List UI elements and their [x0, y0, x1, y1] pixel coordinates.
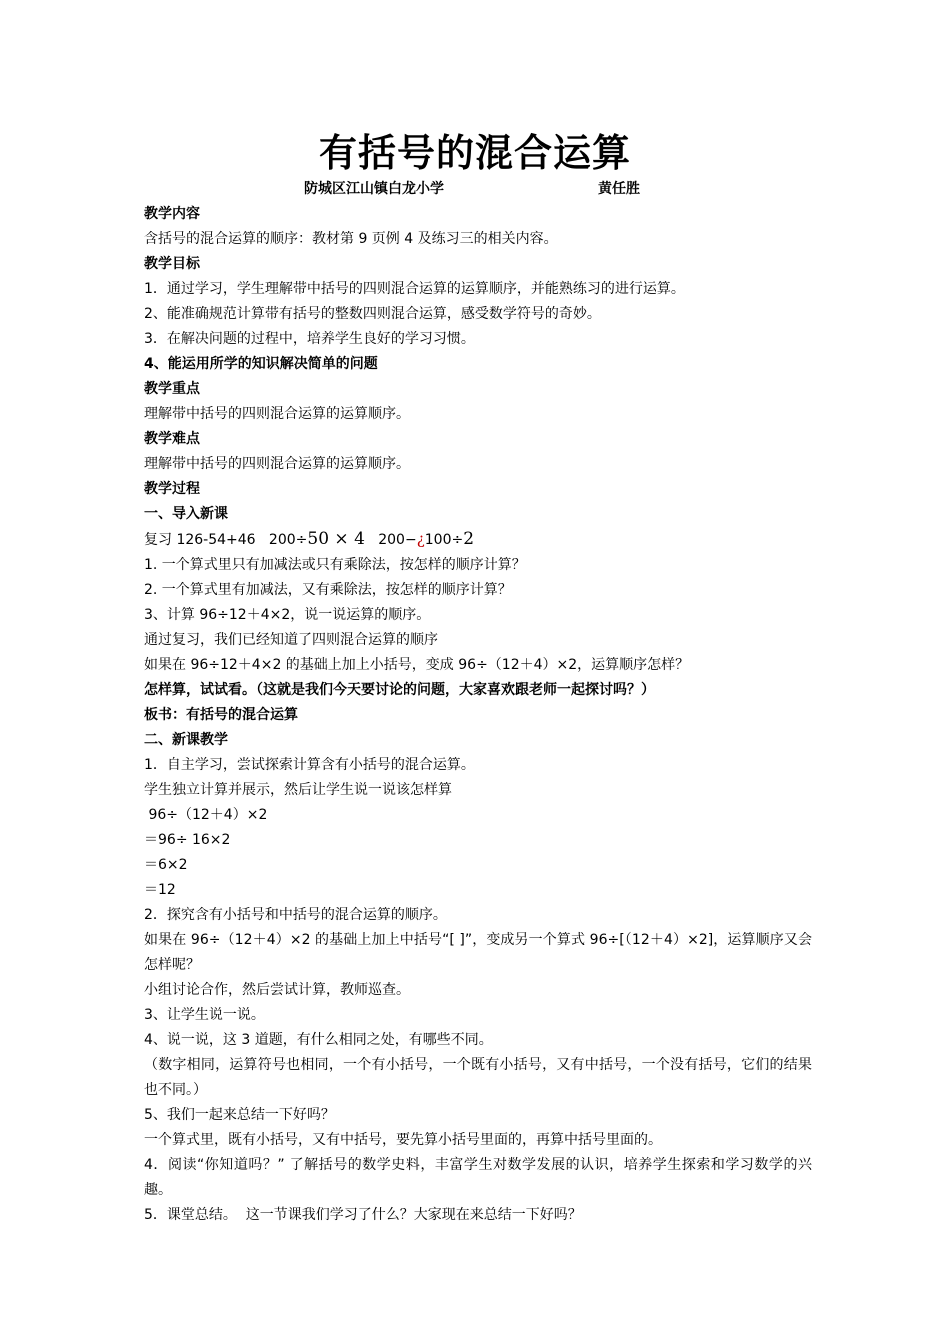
goals-heading: 教学目标 — [144, 256, 200, 272]
author-name: 黄任胜 — [598, 181, 640, 197]
key-point-heading: 教学重点 — [144, 381, 200, 397]
review-equation-2-end: 2 — [463, 529, 475, 549]
document-title: 有括号的混合运算 — [318, 131, 631, 175]
goal-item-3: 3．在解决问题的过程中，培养学生良好的学习习惯。 — [144, 331, 475, 347]
reading-text: 4．阅读“你知道吗？” 了解括号的数学史料，丰富学生对数学发展的认识，培养学生探索和学习数学的兴趣。 — [144, 1157, 812, 1198]
review-line — [144, 527, 812, 553]
step-3: 3、让学生说一说。 — [144, 1007, 265, 1023]
review-mid: 200− — [364, 532, 417, 548]
question-3: 3、计算 96÷12＋4×2，说一说运算的顺序。 — [144, 607, 431, 623]
goal-item-1: 1．通过学习，学生理解带中括号的四则混合运算的运算顺序，并能熟练习的进行运算。 — [144, 281, 685, 297]
difficulty-heading: 教学难点 — [144, 431, 200, 447]
content-text: 含括号的混合运算的顺序：教材第 9 页例 4 及练习三的相关内容。 — [144, 231, 558, 247]
difficulty-text: 理解带中括号的四则混合运算的运算顺序。 — [144, 456, 410, 472]
question-2: 2. 一个算式里有加减法，又有乘除法，按怎样的顺序计算？ — [144, 582, 512, 598]
bracket-question: 如果在 96÷12＋4×2 的基础上加上小括号，变成 96÷（12＋4）×2，运算顺序怎样？ — [144, 657, 690, 673]
part2-heading: 二、新课教学 — [144, 732, 228, 748]
goal-item-4: 4、能运用所学的知识解决简单的问题 — [144, 356, 378, 372]
summary-text: 一个算式里，既有小括号，又有中括号，要先算小括号里面的，再算中括号里面的。 — [144, 1132, 662, 1148]
step-5: 5、我们一起来总结一下好吗？ — [144, 1107, 335, 1123]
review-question-mark: ¿ — [416, 530, 425, 548]
group-discussion: 小组讨论合作，然后尝试计算，教师巡查。 — [144, 982, 410, 998]
question-1: 1. 一个算式里只有加减法或只有乘除法，按怎样的顺序计算？ — [144, 557, 526, 573]
part1-heading: 一、导入新课 — [144, 506, 228, 522]
wrapup-text: 5．课堂总结。 这一节课我们学习了什么？大家现在来总结一下好吗？ — [144, 1207, 582, 1223]
try-it-text: 怎样算，试试看。（这就是我们今天要讨论的问题，大家喜欢跟老师一起探讨吗？） — [144, 682, 655, 698]
step-4: 4、说一说，这 3 道题，有什么相同之处，有哪些不同。 — [144, 1032, 493, 1048]
review-equation-2: 100÷ — [424, 532, 464, 548]
school-name: 防城区江山镇白龙小学 — [304, 181, 444, 197]
step-2: 2．探究含有小括号和中括号的混合运算的顺序。 — [144, 907, 447, 923]
calc-line-3: ＝6×2 — [144, 857, 188, 873]
content-heading: 教学内容 — [144, 206, 200, 222]
recap-text: 通过复习，我们已经知道了四则混合运算的顺序 — [144, 632, 438, 648]
board-text: 板书：有括号的混合运算 — [144, 707, 298, 723]
review-prefix: 复习 126-54+46 200÷ — [144, 532, 308, 548]
calc-line-4: ＝12 — [144, 882, 176, 898]
key-point-text: 理解带中括号的四则混合运算的运算顺序。 — [144, 406, 410, 422]
step-1: 1．自主学习，尝试探索计算含有小括号的混合运算。 — [144, 757, 475, 773]
goal-item-2: 2、能准确规范计算带有括号的整数四则混合运算，感受数学符号的奇妙。 — [144, 306, 601, 322]
process-heading: 教学过程 — [144, 481, 200, 497]
step-2-desc: 如果在 96÷（12＋4）×2 的基础上加上中括号“[ ]”，变成另一个算式 96÷[（12＋4）×2]，运算顺序又会怎样呢？ — [144, 932, 812, 973]
calc-line-1: 96÷（12＋4）×2 — [144, 807, 268, 823]
document-body — [144, 202, 812, 1228]
review-equation-1: 50 × 4 — [307, 529, 365, 549]
step-1-desc: 学生独立计算并展示，然后让学生说一说该怎样算 — [144, 782, 452, 798]
calc-line-2: ＝96÷ 16×2 — [144, 832, 231, 848]
byline — [0, 178, 950, 200]
step-4-answer: （数字相同，运算符号也相同，一个有小括号，一个既有小括号，又有中括号，一个没有括号，它们的结果也不同。） — [144, 1057, 812, 1098]
